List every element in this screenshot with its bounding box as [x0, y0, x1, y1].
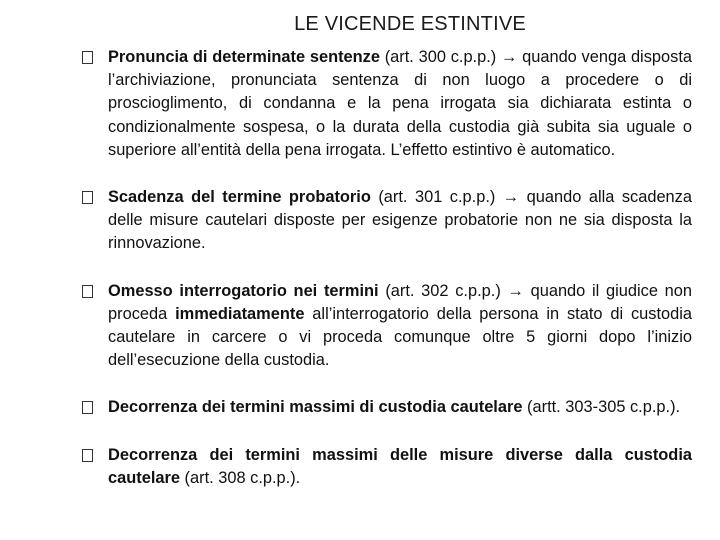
- list-item-pronuncia: [82, 46, 692, 162]
- item-text: (art. 308 c.p.p.).: [179, 468, 301, 487]
- item-text: (art. 302 c.p.p.) → quando il giudice non proceda: [108, 281, 693, 323]
- item-heading: Decorrenza dei termini massimi di custodia cautelare: [108, 398, 523, 417]
- item-heading: Decorrenza dei termini massimi delle misure diverse dalla custodia cautelare: [108, 445, 692, 487]
- bullet-box-icon: [82, 191, 93, 204]
- bullet-box-icon: [82, 51, 93, 64]
- item-text: (art. 300 c.p.p.) → quando venga disposta l’archiviazione, pronunciata sentenza di non luogo a procedere o di proscioglimento, di condanna e la pena irrogata sia dichiarata estinta o condizionalmente sospesa, o la durata della custodia già subita sia uguale o superiore all’entità della pena irrogata. L’effetto estintivo è automatico.: [108, 48, 692, 159]
- bullet-list: [82, 46, 692, 490]
- list-item-scadenza: [82, 186, 692, 256]
- item-emphasis: immediatamente: [175, 304, 305, 323]
- list-item-decorrenza-misure: [82, 444, 692, 490]
- item-heading: Omesso interrogatorio nei termini: [108, 281, 379, 300]
- slide-title: LE VICENDE ESTINTIVE: [294, 13, 526, 35]
- item-text: (art. 301 c.p.p.) → quando alla scadenza delle misure cautelari disposte per esigenze probatorie non ne sia disposta la rinnovazione.: [108, 188, 692, 253]
- bullet-box-icon: [82, 285, 93, 298]
- list-item-decorrenza-custodia: [82, 396, 692, 419]
- item-heading: Pronuncia di determinate sentenze: [108, 48, 380, 66]
- item-text: (artt. 303-305 c.p.p.).: [522, 398, 681, 417]
- bullet-box-icon: [82, 449, 93, 462]
- bullet-box-icon: [82, 401, 93, 414]
- list-item-omesso-interrogatorio: [82, 280, 692, 373]
- item-text: all’interrogatorio della persona in stato di custodia cautelare in carcere o vi proceda comunque oltre 5 giorni dopo l’inizio dell’esecuzione della custodia.: [108, 304, 692, 370]
- item-heading: Scadenza del termine probatorio: [108, 188, 371, 207]
